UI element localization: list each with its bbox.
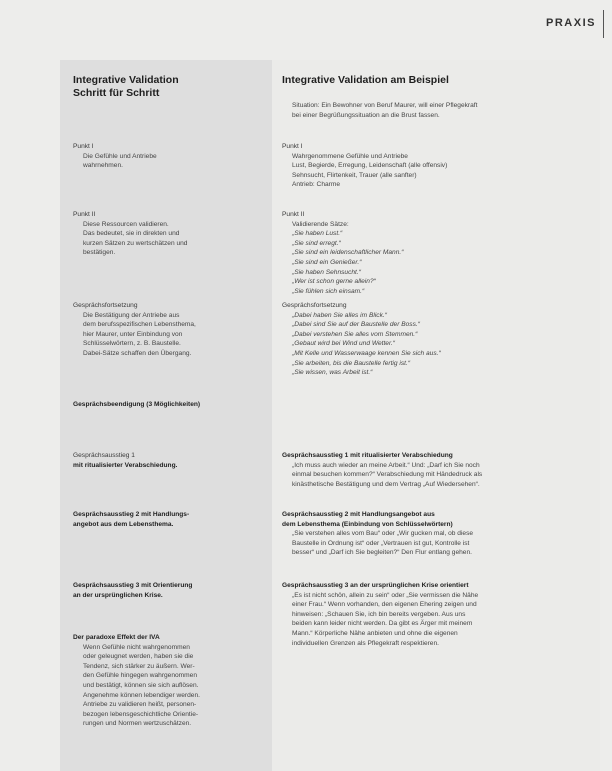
right-punkt-1: Punkt I Wahrgenommene Gefühle und Antriebe Lust, Begierde, Erregung, Leidenschaft (alle offensiv) Sehnsucht, Flirtenkeit, Trauer (alle sanfter) Antrieb: Charme xyxy=(282,143,448,189)
left-ausstieg-3: Gesprächsausstieg 3 mit Orientierung an der ursprünglichen Krise. xyxy=(73,582,193,599)
left-fortsetzung: Gesprächsfortsetzung Die Bestätigung der Antriebe aus dem berufsspezifischen Lebensthema, hier Maurer, unter Einbindung von Schlüsselwörtern, z. B. Baustelle. Dabei-Sätze schaffen den Übergang. xyxy=(73,302,196,357)
left-paradox: Der paradoxe Effekt der IVA Wenn Gefühle nicht wahrgenommen oder geleugnet werden, haben sie die Tendenz, sich stärker zu äußern. Wer- den Gefühle hingegen wahrgenommen und bestätigt, können sie sich auflösen. Angenehme können lebendiger werden. Antriebe zu validieren heißt, personen- bezogen lebensgeschichtliche Orientie- rungen und Normen wertzuschätzen. xyxy=(73,634,200,728)
right-column xyxy=(272,60,600,771)
right-ausstieg-2: Gesprächsausstieg 2 mit Handlungsangebot aus dem Lebensthema (Einbindung von Schlüsselwörtern) „Sie verstehen alles vom Bau“ oder „Wir gucken mal, ob diese Baustelle in Ordnung ist“ oder „Vertrauen ist gut, Kontrolle ist besser“ und „Darf ich Sie begleiten?“ Den Flur entlang gehen. xyxy=(282,511,474,557)
left-column xyxy=(60,60,272,771)
right-fortsetzung: Gesprächsfortsetzung „Dabei haben Sie alles im Blick.“ „Dabei sind Sie auf der Baustelle der Boss.“ „Dabei verstehen Sie alles vom Stemmen.“ „Gebaut wird bei Wind und Wetter.“ „Mit Kelle und Wasserwaage kennen Sie sich aus.“ „Sie arbeiten, bis die Baustelle fertig ist.“ „Sie wissen, was Arbeit ist.“ xyxy=(282,302,441,377)
edge-rule xyxy=(603,10,604,38)
right-ausstieg-1: Gesprächsausstieg 1 mit ritualisierter Verabschiedung „Ich muss auch wieder an meine Arbeit.“ Und: „Darf ich Sie noch einmal besuchen kommen?“ Verabschiedung mit Händedruck als kinästhetische Bestätigung und dem Vertrag „Auf Wiedersehen“. xyxy=(282,452,483,488)
left-ausstieg-1: Gesprächsausstieg 1 mit ritualisierter Verabschiedung. xyxy=(73,452,178,469)
left-beendigung-title: Gesprächsbeendigung (3 Möglichkeiten) xyxy=(73,401,201,408)
page xyxy=(60,60,600,771)
right-punkt-2: Punkt II Validierende Sätze: „Sie haben Lust.“ „Sie sind erregt.“ „Sie sind ein leidenschaftlicher Mann.“ „Sie sind ein Genießer.“ „Sie haben Sehnsucht.“ „Wer ist schon gerne allein?“ „Sie fühlen sich einsam.“ xyxy=(282,211,404,295)
left-title: Integrative Validation Schritt für Schritt xyxy=(73,74,179,99)
right-title: Integrative Validation am Beispiel xyxy=(282,74,449,86)
right-situation: Situation: Ein Bewohner von Beruf Maurer, will einer Pflegekraft bei einer Begrüßungssituation an die Brust fassen. xyxy=(292,102,478,119)
left-punkt-2: Punkt II Diese Ressourcen validieren. Das bedeutet, sie in direkten und kurzen Sätzen zu wertschätzen und bestätigen. xyxy=(73,211,188,257)
left-ausstieg-2: Gesprächsausstieg 2 mit Handlungs- angebot aus dem Lebensthema. xyxy=(73,511,190,528)
right-ausstieg-3: Gesprächsausstieg 3 an der ursprünglichen Krise orientiert „Es ist nicht schön, allein zu sein“ oder „Sie vermissen die Nähe einer Frau.“ Wenn vorhanden, den eigenen Ehering zeigen und hinweisen: „Schauen Sie, ich bin bereits vergeben. Aus uns beiden kann leider nicht werden. Da gibt es Ärger mit meinem Mann.“ Körperliche Nähe anbieten und ohne die eigenen individuellen Grenzen als Pflegekraft respektieren. xyxy=(282,582,479,647)
left-punkt-1: Punkt I Die Gefühle und Antriebe wahrnehmen. xyxy=(73,143,157,170)
section-label: PRAXIS xyxy=(546,17,596,29)
